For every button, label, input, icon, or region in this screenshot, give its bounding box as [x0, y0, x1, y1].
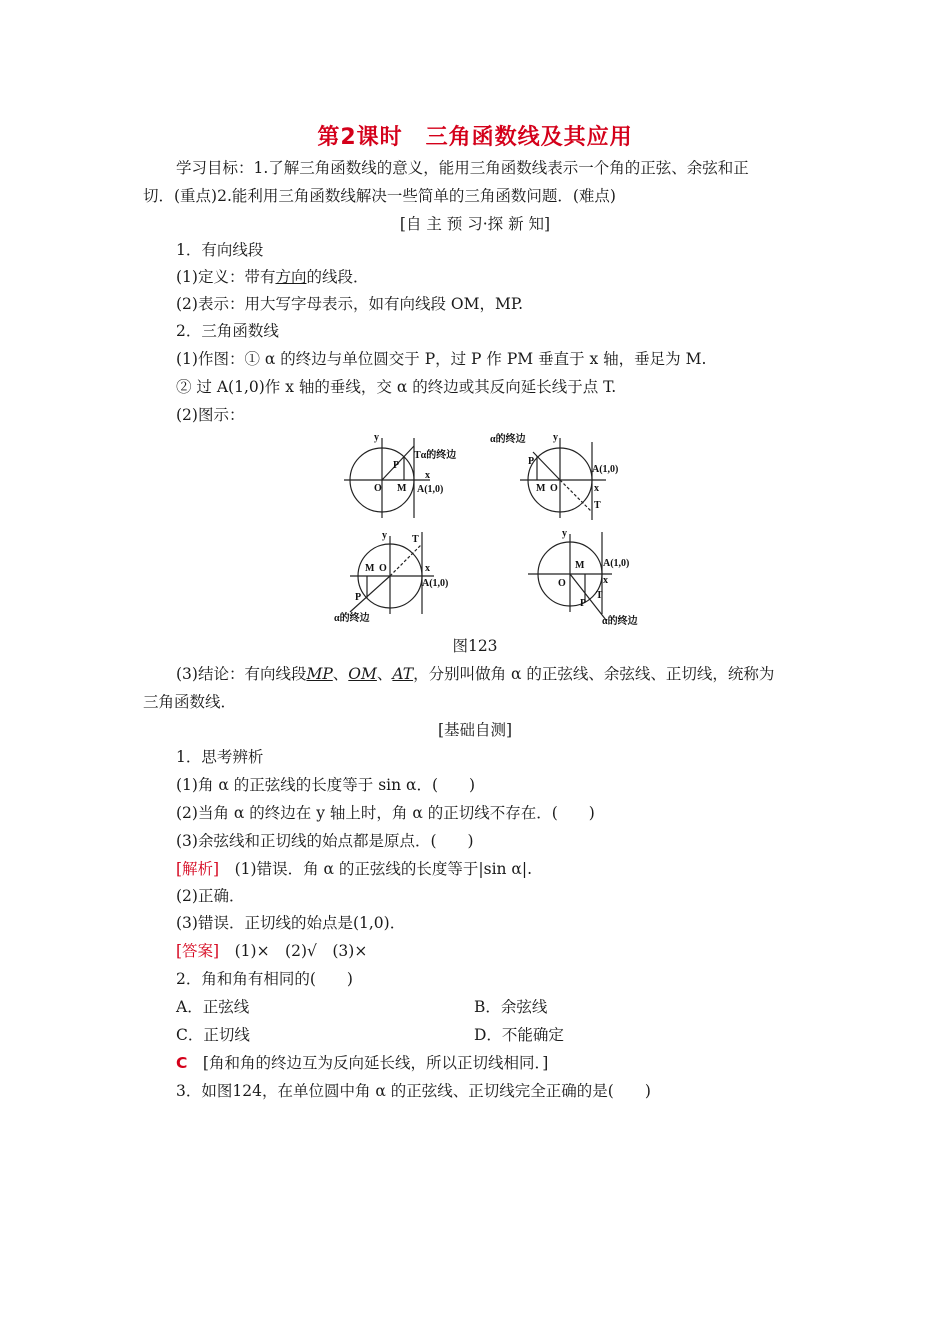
label-x: x [603, 575, 608, 586]
label-A: A(1,0) [417, 484, 444, 495]
q2-answer-line [176, 1053, 548, 1073]
objectives-line-1: 学习目标：1.了解三角函数线的意义，能用三角函数线表示一个角的正弦、余弦和正 [176, 159, 749, 177]
section-heading-selftest: [基础自测] [437, 721, 513, 739]
label-T: T [596, 590, 603, 601]
segment-om: OM [348, 665, 377, 683]
figure-caption: 图123 [452, 637, 498, 655]
label-O: O [558, 578, 566, 589]
construction-step-1: (1)作图：① α 的终边与单位圆交于 P，过 P 作 PM 垂直于 x 轴，垂足为 M. [176, 350, 707, 368]
label-A: A(1,0) [592, 464, 619, 475]
label-T: T [412, 534, 419, 545]
lesson-title: 第2课时 三角函数线及其应用 [317, 125, 633, 150]
q1-answer-line [176, 941, 367, 961]
analysis-tag: [解析] [176, 860, 220, 878]
conclusion-line-2: 三角函数线． [143, 693, 237, 711]
q1-heading: 1．思考辨析 [176, 748, 264, 766]
definition-suffix: 的线段． [306, 268, 369, 286]
q2-stem: 2．角和角有相同的( ) [176, 970, 353, 988]
label-x: x [425, 470, 430, 481]
q2-option-c: C．正切线 [176, 1026, 250, 1044]
heading-directed-segment: 1．有向线段 [176, 241, 264, 259]
diagram-quadrant-3 [350, 532, 434, 614]
q3-stem: 3．如图124，在单位圆中角 α 的正弦线、正切线完全正确的是( ) [176, 1082, 651, 1100]
unit-circle-figure [330, 428, 670, 628]
definition-prefix: (1)定义：带有 [176, 268, 276, 286]
conclusion-suffix: ，分别叫做角 α 的正弦线、余弦线、正切线，统称为 [413, 665, 775, 683]
label-x: x [425, 563, 430, 574]
q1-item-1: (1)角 α 的正弦线的长度等于 sin α．( ) [176, 776, 476, 794]
segment-mp: MP [306, 665, 333, 683]
label-T-terminal: Tα的终边 [414, 450, 457, 461]
notation-line: (2)表示：用大写字母表示，如有向线段 OM，MP. [176, 295, 524, 313]
label-M: M [365, 563, 375, 574]
label-A: A(1,0) [603, 558, 630, 569]
label-P: P [528, 456, 535, 467]
label-O: O [550, 483, 558, 494]
objectives-line-2: 切．(重点)2.能利用三角函数线解决一些简单的三角函数问题．(难点) [143, 187, 616, 205]
label-y: y [374, 432, 379, 443]
label-A: A(1,0) [422, 578, 449, 589]
label-M: M [536, 483, 546, 494]
q2-option-a: A．正弦线 [176, 998, 250, 1016]
q2-option-d: D．不能确定 [474, 1026, 564, 1044]
separator: 、 [332, 665, 349, 683]
q1-analysis-line [176, 859, 532, 879]
analysis-text: (1)错误．角 α 的正弦线的长度等于|sin α|. [219, 860, 533, 878]
label-O: O [374, 483, 382, 494]
separator: 、 [376, 665, 393, 683]
label-T: T [594, 500, 601, 511]
label-y: y [562, 528, 567, 539]
construction-step-2: ② 过 A(1,0)作 x 轴的垂线，交 α 的终边或其反向延长线于点 T. [176, 378, 617, 396]
label-M: M [575, 560, 585, 571]
definition-line [176, 267, 369, 287]
q2-explanation: [角和角的终边互为反向延长线，所以正切线相同．] [187, 1054, 549, 1072]
label-P: P [393, 460, 400, 471]
segment-at: AT [392, 665, 414, 683]
answer-text: (1)× (2)√ (3)× [219, 942, 368, 960]
q1-analysis-3: (3)错误．正切线的始点是(1,0)． [176, 914, 406, 932]
label-terminal: α的终边 [490, 434, 526, 445]
label-x: x [594, 483, 599, 494]
q2-answer-letter: C [176, 1054, 188, 1072]
q1-item-2: (2)当角 α 的终边在 y 轴上时，角 α 的正切线不存在．( ) [176, 804, 595, 822]
label-P: P [580, 598, 587, 609]
q1-item-3: (3)余弦线和正切线的始点都是原点．( ) [176, 832, 474, 850]
answer-tag: [答案] [176, 942, 220, 960]
label-M: M [397, 483, 407, 494]
illustration-label: (2)图示： [176, 406, 245, 424]
label-terminal: α的终边 [334, 613, 370, 624]
conclusion-line-1 [176, 664, 774, 684]
diagram-quadrant-4 [528, 532, 612, 620]
q1-analysis-2: (2)正确． [176, 887, 245, 905]
label-y: y [553, 432, 558, 443]
definition-underlined: 方向 [275, 268, 307, 286]
label-terminal: α的终边 [602, 616, 638, 627]
label-y: y [382, 530, 387, 541]
q2-option-b: B．余弦线 [474, 998, 548, 1016]
section-heading-preview: [自 主 预 习·探 新 知] [399, 215, 551, 233]
conclusion-prefix: (3)结论：有向线段 [176, 665, 307, 683]
heading-trig-lines: 2．三角函数线 [176, 322, 279, 340]
label-O: O [379, 563, 387, 574]
label-P: P [355, 592, 362, 603]
